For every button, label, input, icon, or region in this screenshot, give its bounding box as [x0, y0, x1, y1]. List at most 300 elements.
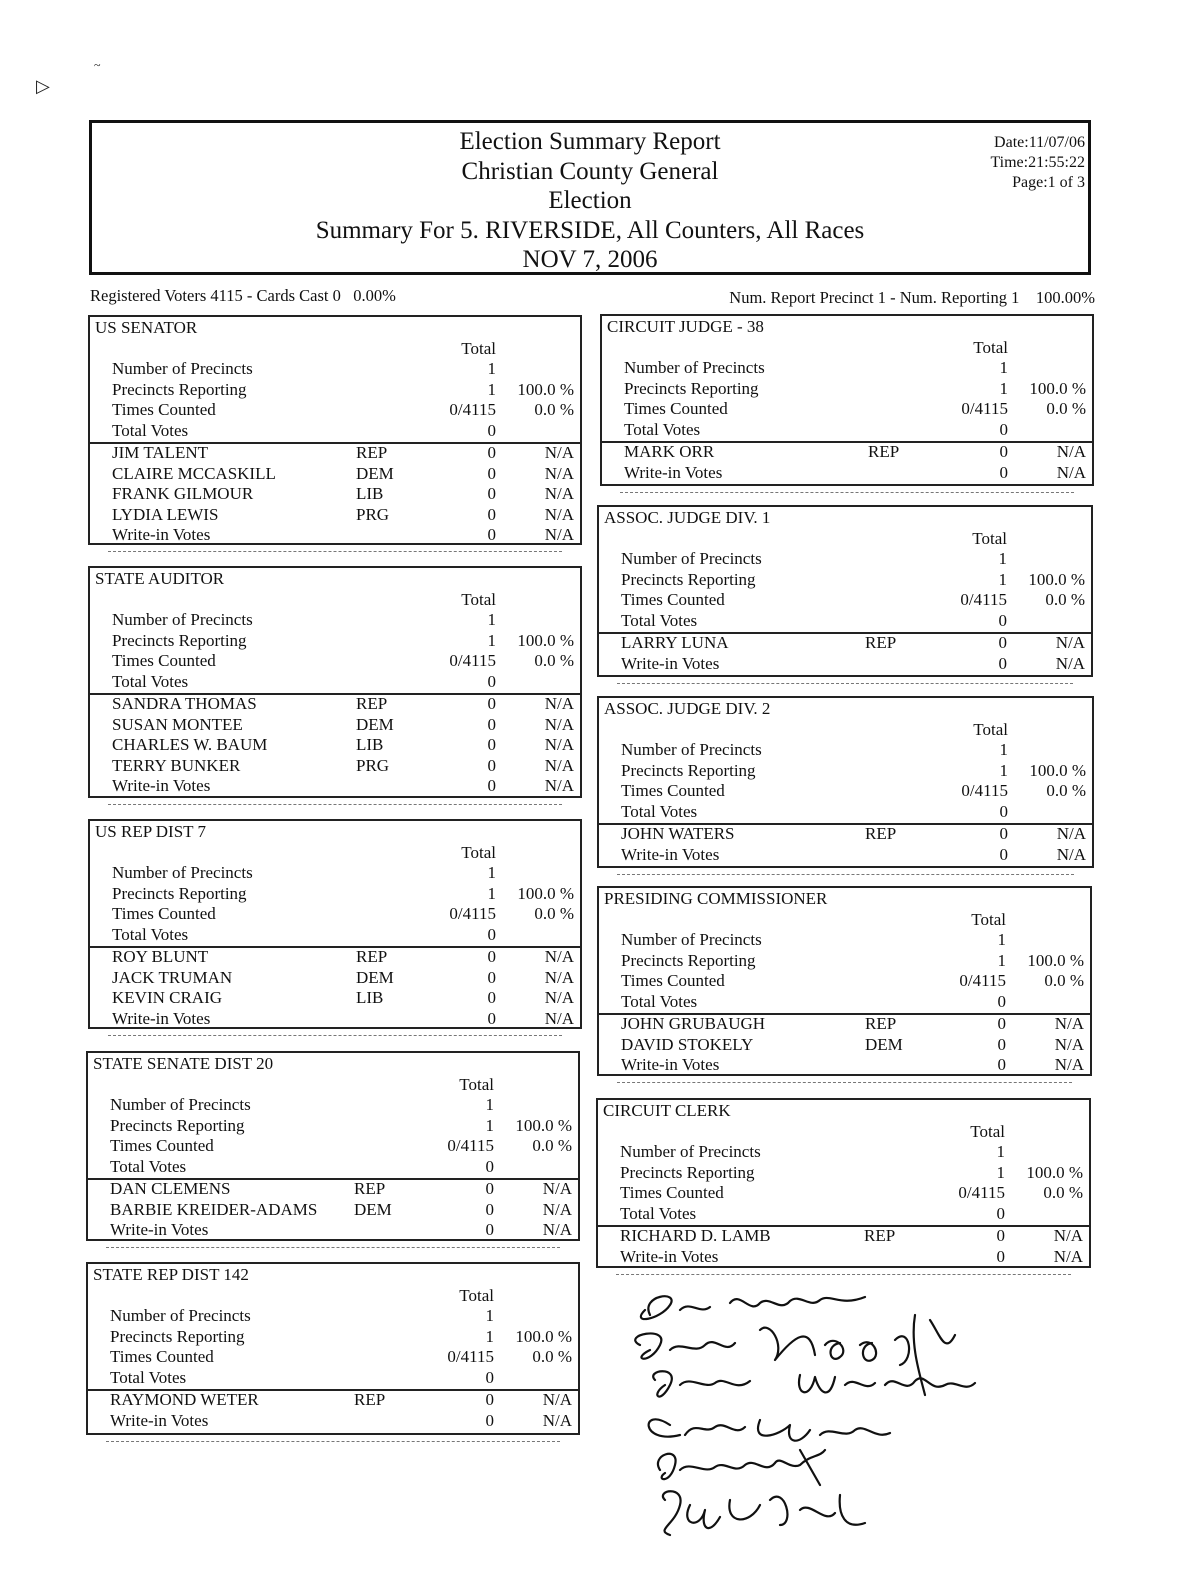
race-box: [596, 1098, 1091, 1268]
candidate-pct: N/A: [1055, 653, 1085, 673]
stat-pct: 0.0 %: [1046, 781, 1086, 800]
race-box: [597, 886, 1092, 1076]
stat-value: 1: [485, 1115, 494, 1135]
stat-label: Total Votes: [110, 1156, 187, 1176]
candidate-pct: N/A: [1054, 1034, 1084, 1054]
stat-row: [599, 590, 1091, 611]
stat-label: Number of Precincts: [620, 1142, 761, 1161]
stat-label: Precincts Reporting: [112, 883, 247, 903]
signature-3: [653, 1371, 975, 1396]
title-line: Election Summary Report: [459, 128, 721, 155]
stat-label: Times Counted: [620, 1183, 724, 1202]
candidate-party: LIB: [356, 988, 384, 1007]
stat-value: 0/4115: [449, 904, 496, 923]
stat-row: [599, 802, 1092, 823]
stat-value: 0: [487, 671, 496, 691]
stat-pct: 0.0 %: [1046, 399, 1086, 418]
candidate-name: Write-in Votes: [621, 1055, 720, 1074]
stat-value: 0: [485, 1156, 494, 1176]
stat-value: 1: [485, 1326, 494, 1346]
candidate-votes: 0: [996, 1246, 1005, 1266]
stat-pct: 100.0 %: [515, 1326, 572, 1346]
candidate-pct: N/A: [542, 1179, 572, 1198]
stat-value: 1: [996, 1162, 1005, 1182]
candidate-row: [90, 947, 580, 968]
race-title: STATE REP DIST 142: [93, 1265, 249, 1284]
candidate-party: DEM: [865, 1034, 903, 1054]
candidate-party: REP: [356, 947, 388, 966]
stat-value: 0: [999, 419, 1008, 439]
scan-dash: [106, 1247, 560, 1248]
candidate-row: [88, 1220, 578, 1241]
candidate-pct: N/A: [544, 755, 574, 775]
total-column-header: Total: [971, 910, 1006, 929]
stat-label: Precincts Reporting: [620, 1162, 755, 1182]
race-title: ASSOC. JUDGE DIV. 2: [604, 699, 771, 718]
candidate-name: DAVID STOKELY: [621, 1034, 754, 1054]
stat-label: Number of Precincts: [621, 930, 762, 949]
stat-pct: 100.0 %: [515, 1115, 572, 1135]
total-column-header: Total: [459, 1286, 494, 1305]
stat-row: [88, 1347, 578, 1368]
candidate-votes: 0: [997, 1014, 1006, 1033]
candidate-pct: N/A: [542, 1410, 572, 1430]
candidate-party: DEM: [354, 1199, 392, 1219]
candidate-name: Write-in Votes: [112, 525, 211, 544]
candidate-party: REP: [865, 824, 897, 843]
race-box: [86, 1051, 580, 1241]
stat-label: Times Counted: [624, 399, 728, 418]
stat-label: Times Counted: [621, 590, 725, 609]
stat-value: 1: [997, 950, 1006, 970]
total-column-header: Total: [972, 529, 1007, 548]
candidate-votes: 0: [999, 462, 1008, 482]
stat-label: Total Votes: [624, 419, 701, 439]
candidate-name: TERRY BUNKER: [112, 755, 241, 775]
candidate-pct: N/A: [544, 694, 574, 713]
stat-row: [599, 992, 1090, 1013]
candidate-name: SUSAN MONTEE: [112, 714, 243, 734]
candidate-name: BARBIE KREIDER-ADAMS: [110, 1199, 318, 1219]
stat-row: [90, 631, 580, 652]
candidate-name: LARRY LUNA: [621, 633, 729, 652]
candidate-row: [599, 824, 1092, 845]
candidate-votes: 0: [487, 714, 496, 734]
stat-value: 1: [999, 358, 1008, 377]
candidate-pct: N/A: [1056, 462, 1086, 482]
stat-value: 0/4115: [960, 590, 1007, 609]
stat-pct: 0.0 %: [534, 400, 574, 419]
candidate-row: [90, 735, 580, 756]
candidate-votes: 0: [487, 988, 496, 1007]
candidate-votes: 0: [485, 1390, 494, 1409]
candidate-name: JIM TALENT: [112, 443, 209, 462]
scan-dash: [616, 1274, 1071, 1275]
scan-dash: [108, 1035, 562, 1036]
candidate-row: [90, 968, 580, 989]
total-column-header: Total: [973, 720, 1008, 739]
candidate-pct: N/A: [1054, 1055, 1084, 1074]
candidate-pct: N/A: [1054, 1014, 1084, 1033]
stat-label: Precincts Reporting: [112, 630, 247, 650]
stat-row: [602, 420, 1092, 441]
stat-row: [90, 672, 580, 693]
candidate-pct: N/A: [1056, 844, 1086, 864]
candidate-row: [90, 776, 580, 797]
total-column-header: Total: [970, 1122, 1005, 1141]
stat-row: [88, 1306, 578, 1327]
candidate-party: LIB: [356, 484, 384, 503]
candidate-pct: N/A: [544, 776, 574, 795]
scan-dash: [106, 1441, 560, 1442]
stat-label: Times Counted: [110, 1347, 214, 1366]
stat-value: 1: [998, 549, 1007, 568]
candidate-row: [88, 1390, 578, 1411]
candidate-votes: 0: [487, 947, 496, 966]
candidate-votes: 0: [485, 1199, 494, 1219]
candidate-pct: N/A: [544, 463, 574, 483]
signature-5: [658, 1450, 825, 1485]
stat-row: [90, 610, 580, 631]
stat-value: 0/4115: [447, 1136, 494, 1155]
stat-value: 1: [487, 883, 496, 903]
candidate-votes: 0: [487, 755, 496, 775]
stat-label: Total Votes: [112, 671, 189, 691]
stat-label: Total Votes: [621, 610, 698, 630]
stat-row: [90, 651, 580, 672]
stat-value: 0/4115: [449, 400, 496, 419]
total-column-header: Total: [459, 1075, 494, 1094]
total-column-header: Total: [461, 590, 496, 609]
stat-pct: 100.0 %: [517, 379, 574, 399]
scan-mark: ~: [94, 58, 101, 72]
report-meta: [990, 133, 1085, 193]
stat-pct: 0.0 %: [534, 904, 574, 923]
stat-value: 1: [996, 1142, 1005, 1161]
stat-pct: 0.0 %: [1043, 1183, 1083, 1202]
stat-label: Number of Precincts: [112, 359, 253, 378]
stat-row: [599, 971, 1090, 992]
race-title: US SENATOR: [95, 318, 198, 337]
stat-pct: 100.0 %: [1029, 378, 1086, 398]
title-line: Christian County General: [461, 157, 719, 185]
candidate-votes: 0: [999, 824, 1008, 843]
candidate-votes: 0: [487, 1008, 496, 1028]
candidate-row: [88, 1411, 578, 1432]
stat-pct: 100.0 %: [1029, 760, 1086, 780]
stat-row: [599, 570, 1091, 591]
candidate-row: [88, 1200, 578, 1221]
stat-row: [598, 1204, 1089, 1225]
scan-dash: [108, 551, 562, 552]
total-column-header: Total: [461, 339, 496, 358]
candidate-row: [90, 756, 580, 777]
stat-row: [599, 549, 1091, 570]
candidate-pct: N/A: [544, 443, 574, 462]
title-line: NOV 7, 2006: [522, 246, 658, 273]
stat-row: [599, 951, 1090, 972]
title-line: Election: [548, 187, 632, 214]
candidate-pct: N/A: [1056, 442, 1086, 461]
candidate-pct: N/A: [544, 1008, 574, 1028]
stat-row: [90, 904, 580, 925]
candidate-row: [602, 442, 1092, 463]
candidate-votes: 0: [997, 1034, 1006, 1054]
candidate-party: REP: [865, 633, 897, 652]
candidate-pct: N/A: [542, 1220, 572, 1239]
candidate-name: ROY BLUNT: [112, 947, 209, 966]
registered-voters-pct: 0.00%: [353, 286, 396, 305]
stat-value: 0/4115: [959, 971, 1006, 990]
candidate-votes: 0: [485, 1179, 494, 1198]
stat-pct: 100.0 %: [1026, 1162, 1083, 1182]
stat-row: [88, 1368, 578, 1389]
report-date: Date:11/07/06: [994, 134, 1085, 151]
candidate-row: [90, 525, 580, 546]
stat-pct: 0.0 %: [532, 1347, 572, 1366]
stat-row: [598, 1183, 1089, 1204]
candidate-pct: N/A: [544, 714, 574, 734]
stat-row: [88, 1116, 578, 1137]
candidate-row: [598, 1247, 1089, 1268]
race-title: STATE AUDITOR: [95, 569, 225, 588]
stat-label: Precincts Reporting: [110, 1326, 245, 1346]
candidate-party: DEM: [356, 463, 394, 483]
stat-row: [88, 1327, 578, 1348]
candidate-party: LIB: [356, 735, 384, 754]
total-column-header: Total: [973, 338, 1008, 357]
race-title: ASSOC. JUDGE DIV. 1: [604, 508, 771, 527]
stat-label: Number of Precincts: [624, 358, 765, 377]
candidate-name: JOHN GRUBAUGH: [621, 1014, 766, 1033]
stat-label: Times Counted: [112, 904, 216, 923]
stat-value: 1: [487, 379, 496, 399]
total-column-header: Total: [461, 843, 496, 862]
stat-value: 1: [487, 630, 496, 650]
stat-row: [90, 400, 580, 421]
stat-pct: 100.0 %: [517, 630, 574, 650]
scan-dash: [108, 804, 562, 805]
candidate-name: DAN CLEMENS: [110, 1179, 231, 1198]
stat-value: 1: [999, 378, 1008, 398]
stat-value: 0/4115: [449, 651, 496, 670]
candidate-row: [599, 654, 1091, 675]
reporting-summary: [729, 288, 1095, 308]
stat-value: 0: [487, 924, 496, 944]
stat-value: 0: [997, 991, 1006, 1011]
stat-label: Times Counted: [112, 400, 216, 419]
candidate-votes: 0: [487, 504, 496, 524]
stat-value: 0: [999, 801, 1008, 821]
stat-label: Times Counted: [621, 781, 725, 800]
stat-label: Precincts Reporting: [110, 1115, 245, 1135]
race-title: STATE SENATE DIST 20: [93, 1054, 274, 1073]
candidate-pct: N/A: [1056, 824, 1086, 843]
race-title: US REP DIST 7: [95, 822, 206, 841]
report-title: [92, 127, 1088, 275]
candidate-row: [90, 464, 580, 485]
candidate-row: [598, 1226, 1089, 1247]
candidate-votes: 0: [487, 967, 496, 987]
race-title: PRESIDING COMMISSIONER: [604, 889, 828, 908]
title-line: Summary For 5. RIVERSIDE, All Counters, All Races: [315, 216, 865, 244]
stat-row: [599, 781, 1092, 802]
stat-row: [599, 761, 1092, 782]
race-box: [600, 314, 1094, 486]
race-box: [88, 819, 582, 1029]
stat-label: Times Counted: [621, 971, 725, 990]
signature-1: [641, 1296, 865, 1319]
race-box: [597, 505, 1093, 677]
stat-pct: 100.0 %: [1028, 569, 1085, 589]
stat-label: Total Votes: [110, 1367, 187, 1387]
candidate-pct: N/A: [544, 525, 574, 544]
candidate-name: FRANK GILMOUR: [112, 484, 254, 503]
scan-dash: [617, 683, 1073, 684]
stat-label: Number of Precincts: [112, 610, 253, 629]
stat-value: 1: [999, 740, 1008, 759]
stat-label: Precincts Reporting: [112, 379, 247, 399]
stat-value: 1: [999, 760, 1008, 780]
stat-pct: 0.0 %: [1045, 590, 1085, 609]
candidate-row: [90, 484, 580, 505]
candidate-pct: N/A: [544, 988, 574, 1007]
candidate-name: Write-in Votes: [621, 844, 720, 864]
candidate-votes: 0: [998, 633, 1007, 652]
candidate-row: [599, 1014, 1090, 1035]
candidate-row: [88, 1179, 578, 1200]
candidate-party: REP: [356, 694, 388, 713]
stat-value: 0: [485, 1367, 494, 1387]
race-box: [86, 1262, 580, 1435]
stat-value: 0/4115: [447, 1347, 494, 1366]
candidate-votes: 0: [487, 694, 496, 713]
candidate-pct: N/A: [544, 947, 574, 966]
candidate-votes: 0: [999, 442, 1008, 461]
reporting-text: Num. Report Precinct 1 - Num. Reporting 1: [729, 288, 1020, 307]
candidate-party: REP: [356, 443, 388, 462]
race-box: [88, 315, 582, 545]
stat-value: 0: [998, 610, 1007, 630]
candidate-row: [90, 715, 580, 736]
candidate-party: PRG: [356, 755, 390, 775]
candidate-pct: N/A: [544, 484, 574, 503]
candidate-pct: N/A: [542, 1199, 572, 1219]
stat-row: [90, 421, 580, 442]
stat-label: Precincts Reporting: [621, 569, 756, 589]
stat-value: 0: [996, 1203, 1005, 1223]
candidate-party: PRG: [356, 504, 390, 524]
scan-dash: [617, 874, 1074, 875]
stat-row: [599, 930, 1090, 951]
candidate-votes: 0: [996, 1226, 1005, 1245]
stat-row: [88, 1136, 578, 1157]
stat-label: Total Votes: [620, 1203, 697, 1223]
stat-label: Total Votes: [112, 924, 189, 944]
stat-row: [602, 358, 1092, 379]
candidate-votes: 0: [487, 463, 496, 483]
signatures: [610, 1272, 1142, 1575]
stat-label: Precincts Reporting: [621, 760, 756, 780]
stat-pct: 100.0 %: [517, 883, 574, 903]
stat-label: Total Votes: [621, 801, 698, 821]
candidate-party: REP: [864, 1226, 896, 1245]
registered-voters: [90, 286, 396, 306]
stat-pct: 0.0 %: [534, 651, 574, 670]
candidate-row: [90, 694, 580, 715]
candidate-pct: N/A: [1055, 633, 1085, 652]
candidate-votes: 0: [487, 484, 496, 503]
candidate-name: JACK TRUMAN: [112, 967, 233, 987]
candidate-votes: 0: [487, 443, 496, 462]
reporting-pct: 100.00%: [1035, 288, 1095, 307]
candidate-pct: N/A: [1053, 1226, 1083, 1245]
candidate-pct: N/A: [544, 967, 574, 987]
stat-label: Number of Precincts: [112, 863, 253, 882]
stat-value: 0: [487, 420, 496, 440]
stat-label: Number of Precincts: [621, 740, 762, 759]
stat-row: [598, 1142, 1089, 1163]
stat-label: Times Counted: [112, 651, 216, 670]
stat-row: [602, 379, 1092, 400]
scan-dash: [617, 1082, 1072, 1083]
candidate-pct: N/A: [544, 735, 574, 754]
candidate-name: RAYMOND WETER: [110, 1390, 259, 1409]
stat-row: [90, 925, 580, 946]
candidate-party: REP: [868, 442, 900, 461]
candidate-name: Write-in Votes: [112, 1008, 211, 1028]
candidate-name: Write-in Votes: [620, 1246, 719, 1266]
candidate-party: REP: [354, 1390, 386, 1409]
signature-names: Lisa Russell Karen Moody Marleen Matthews Cecile Elgert Lynn Vest Shyla Pirtle: [610, 1272, 1142, 1289]
stat-pct: 0.0 %: [532, 1136, 572, 1155]
registered-voters-text: Registered Voters 4115 - Cards Cast 0: [90, 286, 341, 305]
report-header: [89, 120, 1091, 275]
stat-label: Total Votes: [112, 420, 189, 440]
stat-row: [90, 359, 580, 380]
stat-value: 0/4115: [961, 399, 1008, 418]
candidate-name: SANDRA THOMAS: [112, 694, 257, 713]
race-box: [597, 696, 1094, 868]
candidate-row: [90, 505, 580, 526]
candidate-pct: N/A: [542, 1390, 572, 1409]
candidate-party: REP: [865, 1014, 897, 1033]
stat-pct: 100.0 %: [1027, 950, 1084, 970]
stat-value: 1: [997, 930, 1006, 949]
stat-value: 0/4115: [958, 1183, 1005, 1202]
candidate-row: [599, 1055, 1090, 1076]
stat-row: [599, 740, 1092, 761]
report-time: Time:21:55:22: [990, 154, 1085, 171]
stat-label: Precincts Reporting: [624, 378, 759, 398]
candidate-name: Write-in Votes: [112, 776, 211, 795]
stat-row: [90, 380, 580, 401]
candidate-name: Write-in Votes: [110, 1410, 209, 1430]
candidate-name: CLAIRE MCCASKILL: [112, 463, 276, 483]
stat-value: 1: [485, 1095, 494, 1114]
candidate-party: DEM: [356, 967, 394, 987]
stat-row: [90, 884, 580, 905]
candidate-row: [599, 1035, 1090, 1056]
stat-value: 0/4115: [961, 781, 1008, 800]
candidate-votes: 0: [487, 776, 496, 795]
stat-row: [602, 399, 1092, 420]
stat-row: [90, 863, 580, 884]
stat-label: Number of Precincts: [110, 1306, 251, 1325]
candidate-row: [599, 845, 1092, 866]
candidate-pct: N/A: [544, 504, 574, 524]
stat-row: [88, 1095, 578, 1116]
